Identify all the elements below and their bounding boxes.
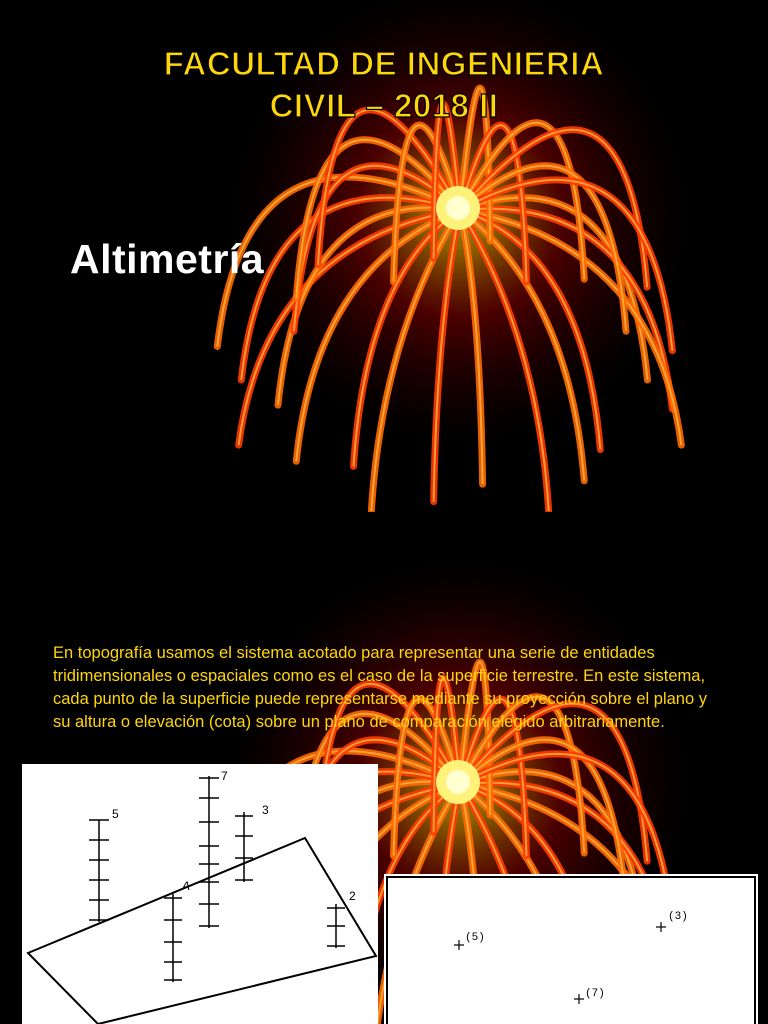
plan-projection-figure	[386, 876, 756, 1024]
slide-2	[0, 512, 768, 1024]
elevation-post-3	[235, 812, 253, 882]
elevation-post-2	[327, 904, 345, 948]
title-line-2: CIVIL – 2018 II	[269, 87, 499, 124]
label-3: 3	[262, 803, 269, 817]
label-5: 5	[112, 807, 119, 821]
plan-label-3: (3)	[668, 911, 688, 923]
plan-diagram	[388, 878, 754, 1024]
elevation-3d-figure	[22, 764, 378, 1024]
slide-subtitle: Altimetría	[70, 236, 265, 282]
label-a: A	[182, 879, 191, 893]
elevation-post-5	[89, 820, 109, 922]
body-paragraph: En topografía usamos el sistema acotado para representar una serie de entidades tridimensionales o espaciales como es el caso de la superficie terrestre. En este sistema, cada punto de la superficie puede representarse mediante su proyección sobre el plano y su altura o elevación (cota) sobre un plano de comparación elegido arbitrariamente.	[53, 644, 707, 731]
plane-diagram	[22, 764, 378, 1024]
elevation-post-7	[199, 776, 219, 928]
label-7: 7	[221, 769, 228, 783]
plan-label-7: (7)	[585, 988, 605, 1000]
title-line-1: FACULTAD DE INGENIERIA	[163, 45, 605, 82]
label-2: 2	[349, 889, 356, 903]
elevation-post-a	[164, 894, 182, 982]
plan-label-5: (5)	[465, 932, 485, 944]
